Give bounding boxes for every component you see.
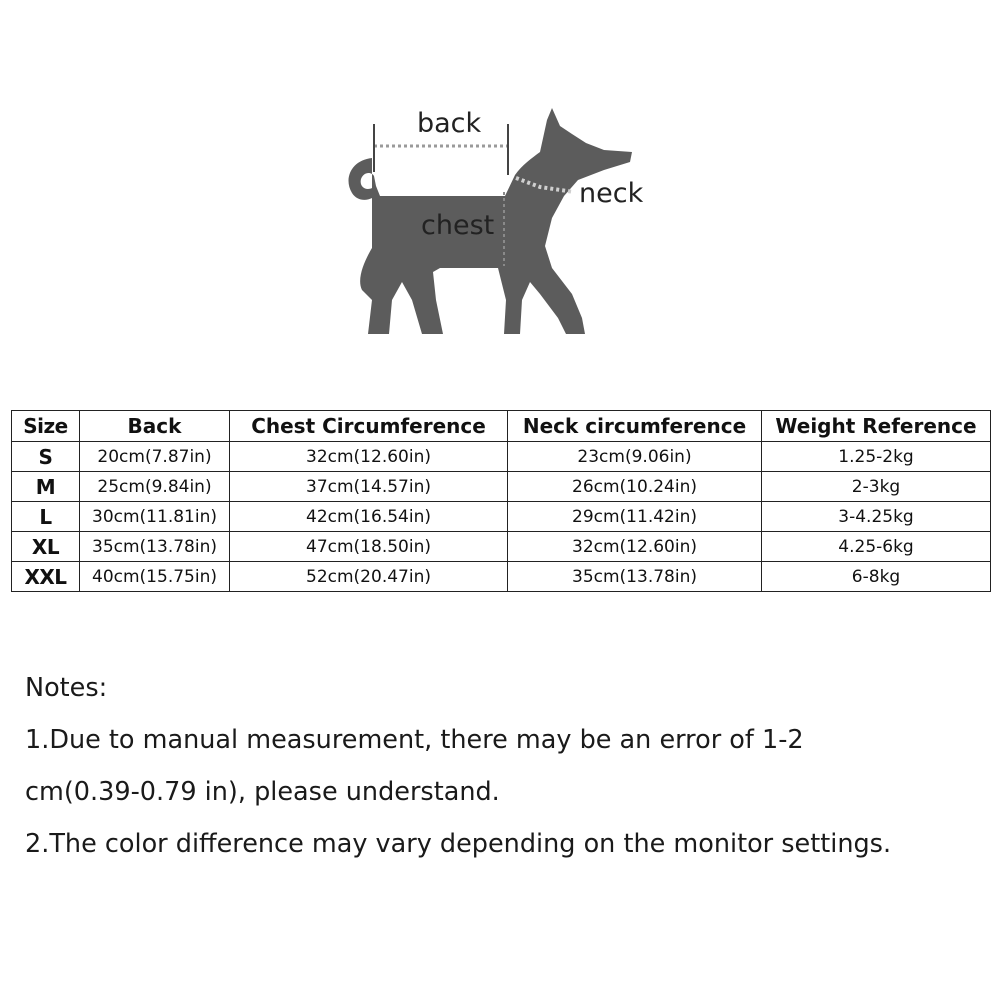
back-cell: 30cm(11.81in) — [80, 502, 230, 532]
size-cell: S — [12, 442, 80, 472]
size-cell: M — [12, 472, 80, 502]
header-weight: Weight Reference — [762, 411, 991, 442]
notes-title: Notes: — [25, 673, 108, 703]
neck-label: neck — [579, 178, 644, 209]
weight-cell: 3-4.25kg — [762, 502, 991, 532]
chest-cell: 47cm(18.50in) — [230, 532, 508, 562]
dog-measurement-diagram — [330, 100, 660, 350]
note-line-2: cm(0.39-0.79 in), please understand. — [25, 777, 500, 807]
size-cell: XXL — [12, 562, 80, 592]
chest-cell: 37cm(14.57in) — [230, 472, 508, 502]
back-cell: 40cm(15.75in) — [80, 562, 230, 592]
notes-section — [25, 672, 985, 880]
table-row — [12, 442, 991, 472]
note-line-3: 2.The color difference may vary depending on the monitor settings. — [25, 829, 892, 859]
weight-cell: 2-3kg — [762, 472, 991, 502]
weight-cell: 6-8kg — [762, 562, 991, 592]
size-cell: XL — [12, 532, 80, 562]
chest-cell: 42cm(16.54in) — [230, 502, 508, 532]
neck-cell: 35cm(13.78in) — [508, 562, 762, 592]
header-back: Back — [80, 411, 230, 442]
weight-cell: 4.25-6kg — [762, 532, 991, 562]
chest-label: chest — [421, 210, 495, 241]
table-row — [12, 532, 991, 562]
back-cell: 25cm(9.84in) — [80, 472, 230, 502]
back-label: back — [417, 108, 482, 139]
table-row — [12, 472, 991, 502]
back-cell: 20cm(7.87in) — [80, 442, 230, 472]
neck-cell: 29cm(11.42in) — [508, 502, 762, 532]
neck-cell: 26cm(10.24in) — [508, 472, 762, 502]
neck-cell: 23cm(9.06in) — [508, 442, 762, 472]
chest-cell: 52cm(20.47in) — [230, 562, 508, 592]
table-row — [12, 502, 991, 532]
chest-cell: 32cm(12.60in) — [230, 442, 508, 472]
table-row — [12, 562, 991, 592]
back-cell: 35cm(13.78in) — [80, 532, 230, 562]
note-line-1: 1.Due to manual measurement, there may be an error of 1-2 — [25, 725, 804, 755]
size-cell: L — [12, 502, 80, 532]
header-size: Size — [12, 411, 80, 442]
header-chest: Chest Circumference — [230, 411, 508, 442]
neck-cell: 32cm(12.60in) — [508, 532, 762, 562]
table-header-row — [12, 411, 991, 442]
weight-cell: 1.25-2kg — [762, 442, 991, 472]
header-neck: Neck circumference — [508, 411, 762, 442]
size-chart-table — [11, 410, 991, 592]
